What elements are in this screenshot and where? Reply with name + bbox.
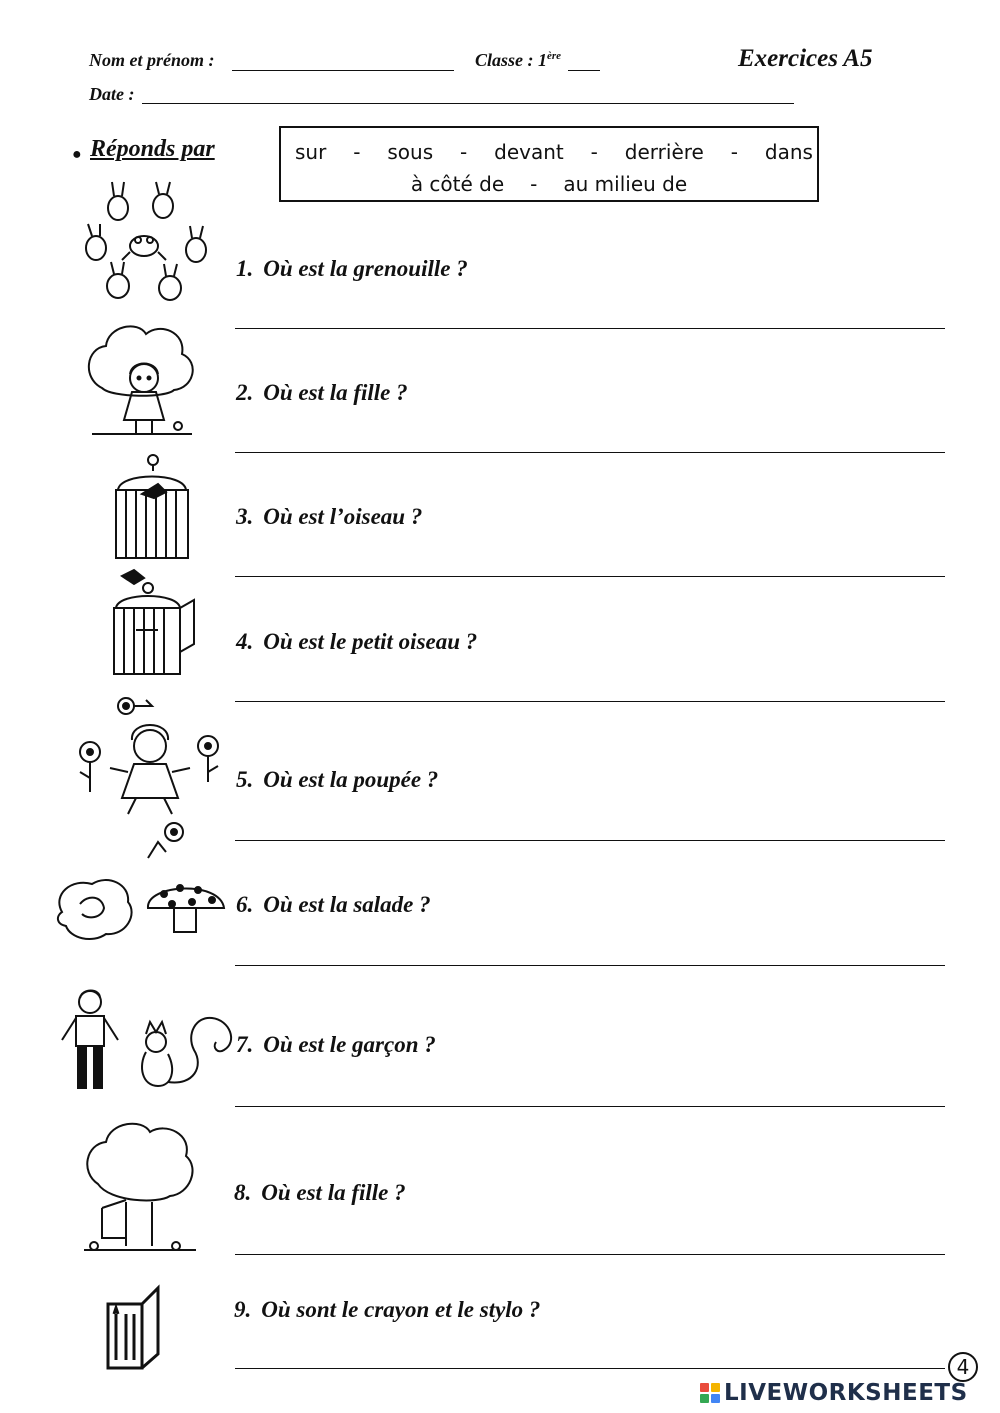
bird-on-cage-image bbox=[106, 568, 198, 678]
page-number: 4 bbox=[948, 1352, 978, 1382]
frog-rabbits-image bbox=[78, 178, 218, 308]
class-label: Classe : 1ère bbox=[475, 50, 562, 70]
word-sep: - bbox=[730, 140, 738, 164]
question-8: 8. Où est la fille ? bbox=[234, 1180, 406, 1205]
question-5: 5. Où est la poupée ? bbox=[236, 767, 439, 792]
logo-square-4 bbox=[711, 1394, 720, 1403]
question-1: 1. Où est la grenouille ? bbox=[236, 256, 468, 281]
liveworksheets-text: LIVEWORKSHEETS bbox=[724, 1380, 968, 1406]
girl-tree-image bbox=[82, 318, 202, 440]
question-4: 4. Où est le petit oiseau ? bbox=[236, 629, 478, 654]
class-sup: ère bbox=[547, 50, 562, 62]
page-title: Exercices A5 bbox=[738, 45, 873, 72]
answer-line-8[interactable] bbox=[235, 1254, 945, 1255]
doll-flowers-image bbox=[70, 686, 230, 866]
logo-square-2 bbox=[711, 1383, 720, 1392]
date-label: Date : bbox=[89, 84, 135, 104]
name-label: Nom et prénom : bbox=[89, 50, 215, 70]
word-dans: dans bbox=[764, 140, 813, 164]
salad-mushroom-image bbox=[52, 874, 232, 946]
logo-square-1 bbox=[700, 1383, 709, 1392]
word-sep: - bbox=[460, 140, 468, 164]
class-field[interactable] bbox=[568, 70, 600, 71]
logo-square-3 bbox=[700, 1394, 709, 1403]
word-sur: sur bbox=[295, 140, 327, 164]
word-derriere: derrière bbox=[624, 140, 704, 164]
answer-line-2[interactable] bbox=[235, 452, 945, 453]
liveworksheets-brand[interactable] bbox=[700, 1380, 968, 1406]
word-box bbox=[279, 126, 819, 202]
word-box-row2 bbox=[281, 172, 817, 196]
word-box-row1 bbox=[295, 140, 813, 164]
question-6: 6. Où est la salade ? bbox=[236, 892, 431, 917]
word-sep: - bbox=[530, 172, 538, 196]
instruction-label: Réponds par bbox=[90, 136, 215, 162]
answer-line-5[interactable] bbox=[235, 840, 945, 841]
question-3: 3. Où est l’oiseau ? bbox=[236, 504, 423, 529]
question-9: 9. Où sont le crayon et le stylo ? bbox=[234, 1297, 541, 1322]
bird-in-cage-image bbox=[110, 452, 192, 564]
answer-line-4[interactable] bbox=[235, 701, 945, 702]
word-au-milieu-de: au milieu de bbox=[563, 172, 688, 196]
name-field[interactable] bbox=[232, 70, 454, 71]
word-sep: - bbox=[590, 140, 598, 164]
answer-line-3[interactable] bbox=[235, 576, 945, 577]
girl-behind-tree-image bbox=[80, 1118, 200, 1256]
answer-line-1[interactable] bbox=[235, 328, 945, 329]
pencil-case-image bbox=[100, 1282, 166, 1374]
word-sep: - bbox=[353, 140, 361, 164]
word-devant: devant bbox=[494, 140, 564, 164]
liveworksheets-logo-icon bbox=[700, 1383, 720, 1403]
answer-line-9[interactable] bbox=[235, 1368, 945, 1369]
answer-line-7[interactable] bbox=[235, 1106, 945, 1107]
word-a-cote-de: à côté de bbox=[410, 172, 505, 196]
boy-squirrel-image bbox=[54, 986, 244, 1094]
answer-line-6[interactable] bbox=[235, 965, 945, 966]
date-field[interactable] bbox=[142, 103, 794, 104]
question-2: 2. Où est la fille ? bbox=[236, 380, 408, 405]
word-sous: sous bbox=[387, 140, 434, 164]
bullet-icon: ● bbox=[72, 146, 82, 163]
question-7: 7. Où est le garçon ? bbox=[236, 1032, 436, 1057]
